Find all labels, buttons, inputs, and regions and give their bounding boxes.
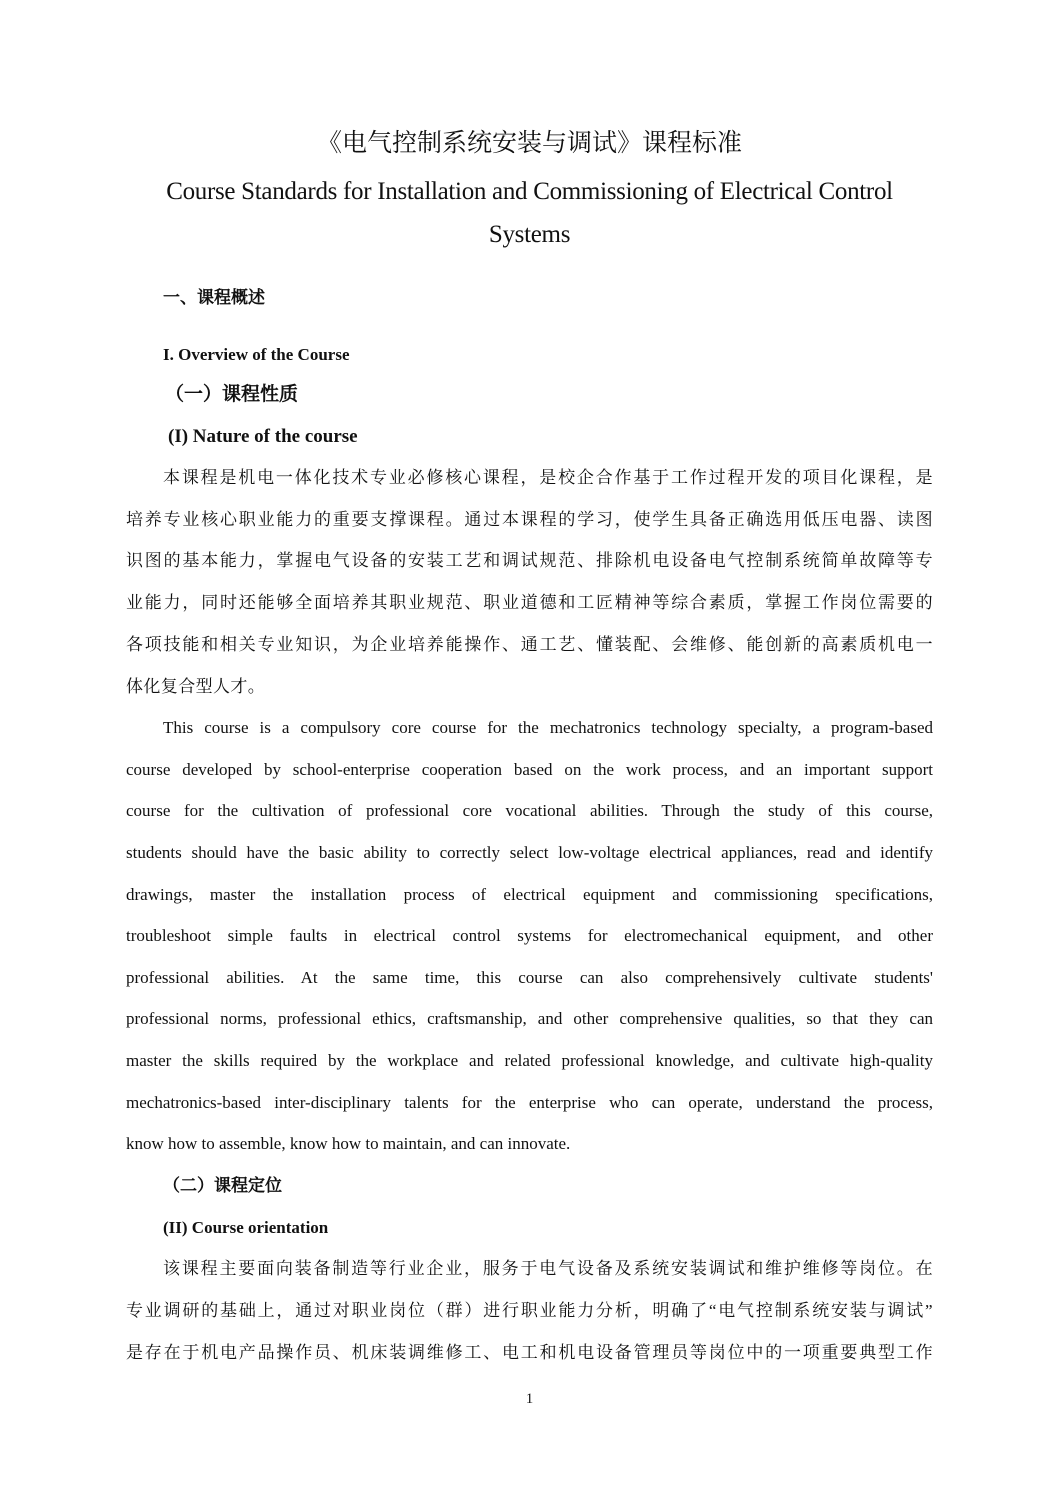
paragraph-line: drawings, master the installation process of electrical equipment and commissioning specifications, [126, 885, 933, 904]
subsection-2-heading-english: (II) Course orientation [163, 1218, 329, 1237]
subsection-1-heading-chinese: （一）课程性质 [165, 384, 299, 405]
paragraph-line: troubleshoot simple faults in electrical control systems for electromechanical equipment, and other [126, 926, 933, 945]
paragraph-line: 体化复合型人才。 [126, 677, 266, 696]
paragraph-line: 是存在于机电产品操作员、机床装调维修工、电工和机电设备管理员等岗位中的一项重要典型工作 [126, 1343, 933, 1362]
subsection-2-heading-chinese: （二）课程定位 [163, 1176, 282, 1195]
paragraph-line: This course is a compulsory core course for the mechatronics technology specialty, a program-based [163, 718, 933, 737]
paragraph-line: 培养专业核心职业能力的重要支撑课程。通过本课程的学习，使学生具备正确选用低压电器、读图 [126, 510, 933, 529]
paragraph-line: master the skills required by the workplace and related professional knowledge, and cultivate high-quality [126, 1051, 933, 1070]
paragraph-line: know how to assemble, know how to maintain, and can innovate. [126, 1134, 571, 1153]
paragraph-line: 专业调研的基础上，通过对职业岗位（群）进行职业能力分析，明确了“电气控制系统安装与调试” [126, 1301, 933, 1320]
paragraph-line: professional abilities. At the same time, this course can also comprehensively cultivate students' [126, 968, 933, 987]
document-title-english-line-1: Course Standards for Installation and Commissioning of Electrical Control [166, 178, 893, 205]
section-1-heading-chinese: 一、课程概述 [163, 288, 265, 307]
document-title-english-line-2: Systems [488, 221, 571, 248]
section-1-heading-english: I. Overview of the Course [163, 345, 350, 364]
paragraph-line: 业能力，同时还能够全面培养其职业规范、职业道德和工匠精神等综合素质，掌握工作岗位需要的 [126, 593, 933, 612]
paragraph-line: 各项技能和相关专业知识，为企业培养能操作、通工艺、懂装配、会维修、能创新的高素质机电一 [126, 635, 933, 654]
document-title-chinese: 《电气控制系统安装与调试》课程标准 [316, 130, 742, 157]
paragraph-line: 本课程是机电一体化技术专业必修核心课程，是校企合作基于工作过程开发的项目化课程，是 [163, 468, 933, 487]
subsection-1-heading-english: (I) Nature of the course [168, 426, 358, 447]
paragraph-line: course developed by school-enterprise cooperation based on the work process, and an important support [126, 760, 933, 779]
paragraph-line: 该课程主要面向装备制造等行业企业，服务于电气设备及系统安装调试和维护维修等岗位。在 [163, 1259, 933, 1278]
paragraph-line: mechatronics-based inter-disciplinary talents for the enterprise who can operate, understand the process, [126, 1093, 933, 1112]
paragraph-line: 识图的基本能力，掌握电气设备的安装工艺和调试规范、排除机电设备电气控制系统简单故障等专 [126, 551, 933, 570]
paragraph-line: students should have the basic ability to correctly select low-voltage electrical appliances, read and identify [126, 843, 933, 862]
paragraph-line: professional norms, professional ethics, craftsmanship, and other comprehensive qualities, so that they can [126, 1009, 933, 1028]
page-number: 1 [525, 1391, 534, 1407]
paragraph-line: course for the cultivation of professional core vocational abilities. Through the study of this course, [126, 801, 933, 820]
